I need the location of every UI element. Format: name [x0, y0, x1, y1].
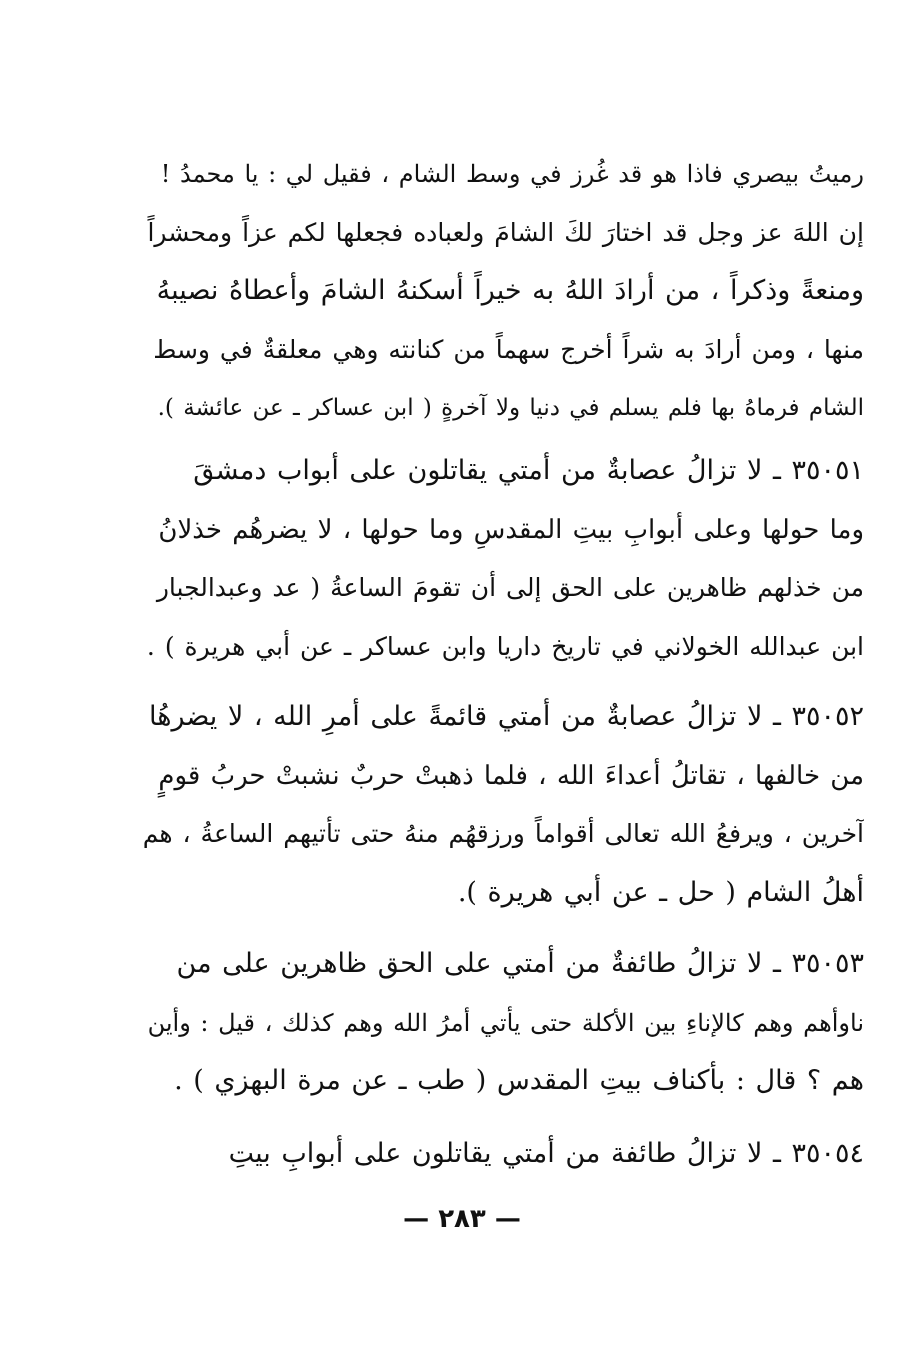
text-line: أهلُ الشام ( حل ـ عن أبي هريرة ). — [457, 876, 864, 908]
text-line: الشام فرماهُ بها فلم يسلم في دنيا ولا آخرةٍ ( ابن عساكر ـ عن عائشة ). — [157, 395, 864, 421]
text-line: منها ، ومن أرادَ به شراً أخرج سهماً من كنانته وهي معلقةٌ في وسط — [153, 334, 864, 364]
text-line: ٣٥٠٥١ ـ لا تزالُ عصابةٌ من أمتي يقاتلون على أبواب دمشقَ — [193, 455, 864, 486]
text-line: ٣٥٠٥٣ ـ لا تزالُ طائفةٌ من أمتي على الحق ظاهرين على من — [176, 948, 864, 979]
text-line: رميتُ بيصري فاذا هو قد غُرز في وسط الشام ، فقيل لي : يا محمدُ ! — [160, 160, 864, 188]
text-line: من خالفها ، تقاتلُ أعداءَ الله ، فلما ذهبتْ حربٌ نشبتْ حربُ قومٍ — [158, 760, 864, 791]
text-line: إن اللهَ عز وجل قد اختارَ لكَ الشامَ ولعباده فجعلها لكم عزاً ومحشراً — [147, 217, 864, 247]
text-line: ناوأهم وهم كالإناءِ بين الأكلة حتى يأتي أمرُ الله وهم كذلك ، قيل : وأين — [147, 1008, 864, 1037]
text-line: وما حولها وعلى أبوابِ بيتِ المقدسِ وما حولها ، لا يضرهُم خذلانُ — [158, 514, 864, 545]
paragraph-hadith-35054 — [142, 1125, 864, 1184]
paragraph-hadith-35052 — [142, 688, 864, 922]
text-line: من خذلهم ظاهرين على الحق إلى أن تقومَ الساعةُ ( عد وعبدالجبار — [156, 573, 864, 602]
page-number: — ٢٨٣ — — [403, 1204, 521, 1234]
text-line: آخرين ، ويرفعُ الله تعالى أقواماً ورزقهُم منهُ حتى تأتيهم الساعةُ ، هم — [142, 819, 864, 848]
text-line: ابن عبدالله الخولاني في تاريخ داريا وابن عساكر ـ عن أبي هريرة ) . — [146, 631, 864, 661]
paragraph-hadith-continuation — [142, 145, 864, 438]
text-line: ٣٥٠٥٤ ـ لا تزالُ طائفة من أمتي يقاتلون على أبوابِ بيتِ — [228, 1138, 864, 1169]
paragraph-hadith-35053 — [142, 935, 864, 1111]
text-line: ومنعةً وذكراً ، من أرادَ اللهُ به خيراً أسكنهُ الشامَ وأعطاهُ نصيبهُ — [156, 275, 864, 306]
text-line: ٣٥٠٥٢ ـ لا تزالُ عصابةٌ من أمتي قائمةً على أمرِ الله ، لا يضرهُا — [149, 701, 864, 732]
paragraph-hadith-35051 — [142, 442, 864, 676]
text-line: هم ؟ قال : بأكناف بيتِ المقدس ( طب ـ عن مرة البهزي ) . — [174, 1065, 864, 1096]
